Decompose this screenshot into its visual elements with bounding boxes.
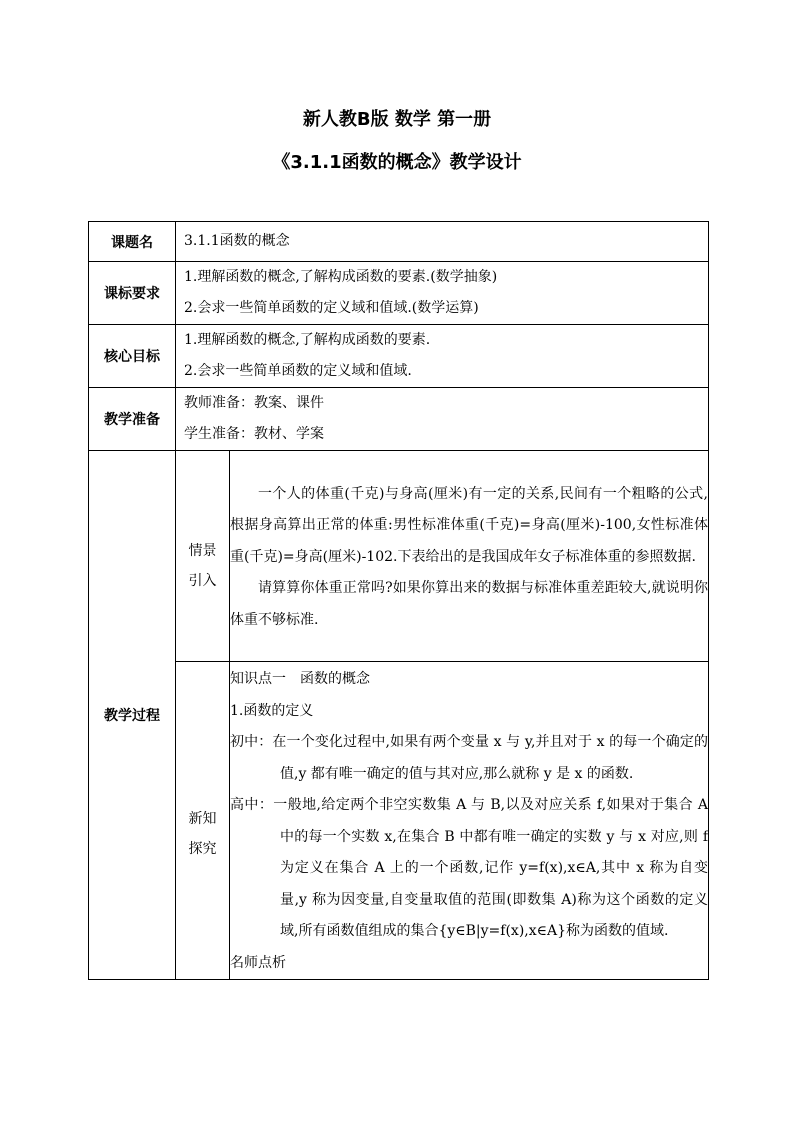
- row-requirements: [89, 262, 709, 325]
- requirement-item: 1.理解函数的概念,了解构成函数的要素.(数学抽象): [184, 269, 498, 285]
- scene-paragraph-2: 请算算你体重正常吗?如果你算出来的数据与标准体重差距较大,就说明你体重不够标准.: [230, 580, 708, 628]
- definition-heading: 1.函数的定义: [230, 702, 314, 719]
- preparation-item: 教师准备：教案、课件: [184, 395, 324, 411]
- requirement-item: 2.会求一些简单函数的定义域和值域.(数学运算): [184, 300, 479, 316]
- row-teaching-process: [89, 451, 709, 980]
- value-preparation: [176, 388, 709, 451]
- explore-label-line2: 探究: [188, 840, 217, 857]
- document-subtitle: 《3.1.1函数的概念》教学设计: [272, 152, 522, 173]
- senior-definition: 高中：一般地,给定两个非空实数集 A 与 B,以及对应关系 f,如果对于集合 A 中的每一个实数 x,在集合 B 中都有唯一确定的实数 y 与 x 对应,则 f 为定义在集合 A 上的一个函数,记作 y=f(x),x∈A,其中 x 称为自变量,y 称为因变量,自变量取值的范围(即数集 A)称为这个函数的定义域,所有函数值组成的集合{y∈B|y=f(x),x∈A}称为函数的值域.: [230, 797, 708, 939]
- row-core-goals: [89, 325, 709, 388]
- new-knowledge-content: [230, 662, 709, 980]
- label-new-knowledge: [176, 662, 230, 980]
- row-preparation: [89, 388, 709, 451]
- label-core-goals: 核心目标: [89, 325, 176, 388]
- row-scene-intro: [176, 451, 708, 662]
- row-lesson-name: [89, 222, 709, 262]
- lesson-plan-table: [88, 221, 709, 980]
- lesson-name-text: 3.1.1函数的概念: [184, 233, 290, 249]
- label-lesson-name: 课题名: [89, 222, 176, 262]
- explore-label-line1: 新知: [188, 810, 217, 827]
- scene-label-line1: 情景: [188, 543, 217, 559]
- core-goal-item: 2.会求一些简单函数的定义域和值域.: [184, 363, 412, 379]
- label-preparation: 教学准备: [89, 388, 176, 451]
- core-goal-item: 1.理解函数的概念,了解构成函数的要素.: [184, 332, 431, 348]
- preparation-item: 学生准备：教材、学案: [184, 426, 324, 442]
- value-core-goals: [176, 325, 709, 388]
- label-scene-intro: [176, 451, 230, 662]
- scene-intro-content: [230, 451, 709, 662]
- scene-label-line2: 引入: [188, 573, 217, 589]
- value-lesson-name: [176, 222, 709, 262]
- label-requirements: 课标要求: [89, 262, 176, 325]
- value-requirements: [176, 262, 709, 325]
- row-new-knowledge: [176, 662, 708, 980]
- knowledge-point-heading: 知识点一 函数的概念: [230, 671, 370, 687]
- scene-paragraph-1: 一个人的体重(千克)与身高(厘米)有一定的关系,民间有一个粗略的公式,根据身高算出正常的体重:男性标准体重(千克)=身高(厘米)-100,女性标准体重(千克)=身高(厘米)-102.下表给出的是我国成年女子标准体重的参照数据.: [230, 485, 708, 565]
- junior-definition: 初中：在一个变化过程中,如果有两个变量 x 与 y,并且对于 x 的每一个确定的值,y 都有唯一确定的值与其对应,那么就称 y 是 x 的函数.: [230, 734, 708, 782]
- value-teaching-process: [176, 451, 709, 980]
- document-title: 新人教B版 数学 第一册: [302, 109, 492, 130]
- teacher-notes-heading: 名师点析: [230, 954, 286, 971]
- process-inner-table: [176, 451, 708, 979]
- label-teaching-process: 教学过程: [89, 451, 176, 980]
